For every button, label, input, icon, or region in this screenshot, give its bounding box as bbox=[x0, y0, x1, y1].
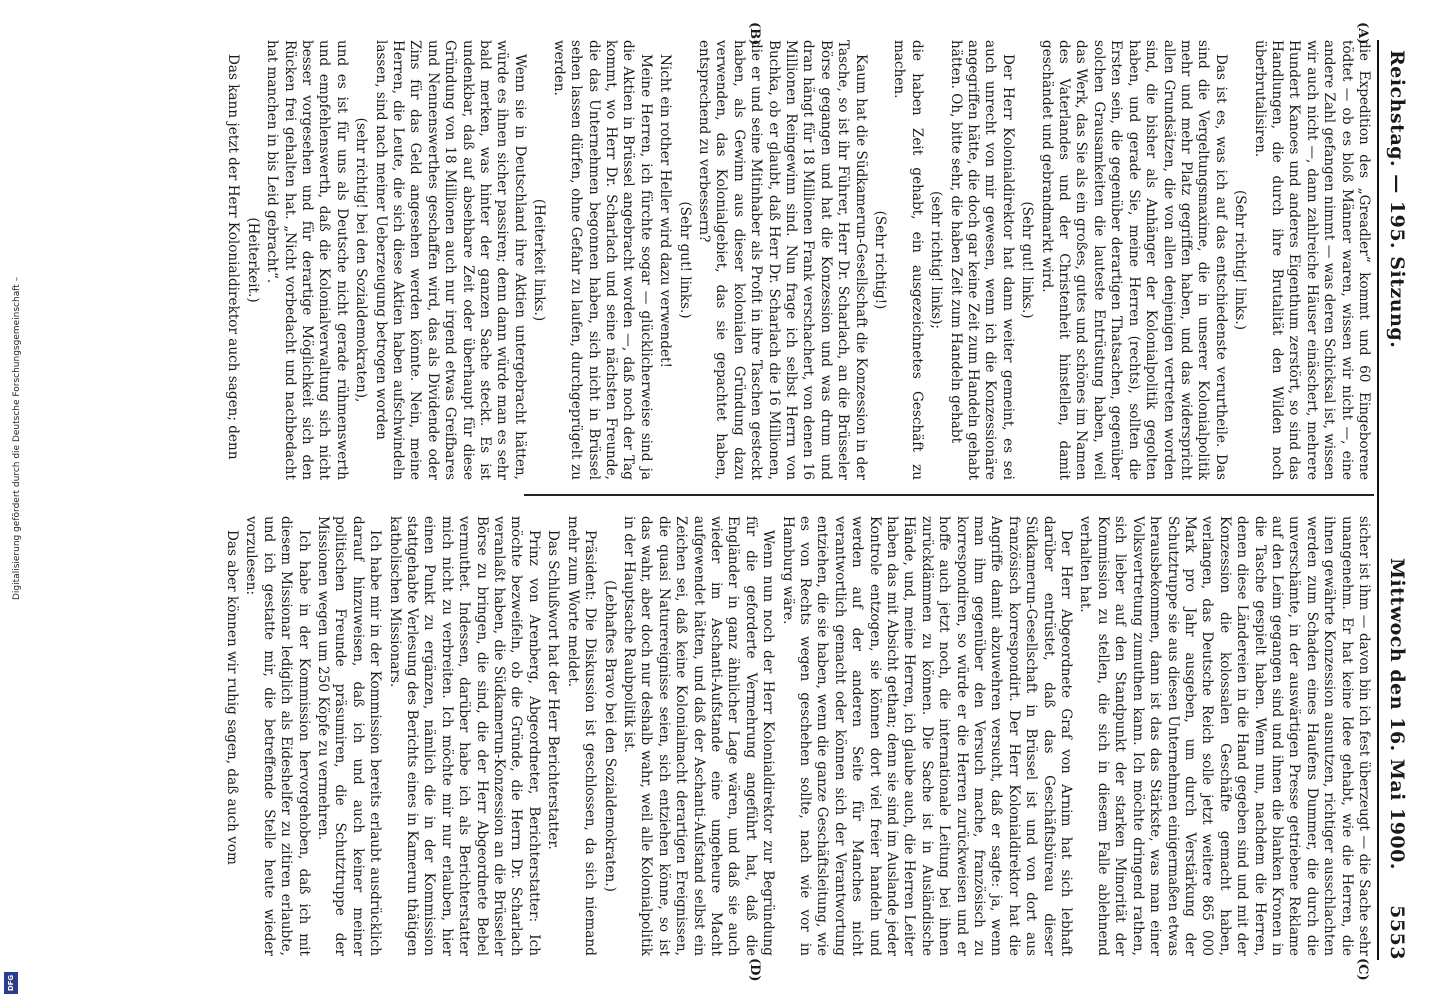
paragraph: Das aber können wir ruhig sagen, daß auch vom bbox=[224, 530, 240, 865]
interjection: (Lebhaftes Bravo bei den Sozialdemokraten.) bbox=[601, 580, 618, 892]
paragraph: Nicht ein rother Heller wird dazu verwendet! bbox=[657, 54, 674, 368]
paragraph: Meine Herren, ich fürchte sogar — glücklicherweise sind ja die Aktien in Brüssel angebracht worden —, daß noch der Tag kommt, wo Herr Dr. Scharlach und seine nächsten Freunde, die das Unternehmen begonnen haben, sich nicht in Brüssel sehen lassen dürfen, ohne Gefahr zu laufen, durchgeprügelt zu werden. bbox=[550, 40, 654, 480]
interjection: (Heiterkeit.) bbox=[244, 217, 261, 303]
paragraph: Präsident: Die Diskussion ist geschlossen, da sich niemand mehr zum Worte meldet. bbox=[564, 516, 599, 956]
header-right: Mittwoch den 16. Mai 1900. bbox=[1386, 558, 1408, 870]
column-divider bbox=[524, 494, 1374, 496]
paragraph: und es ist für uns als Deutsche nicht gerade rühmenswerth und empfehlenswerth, daß die Kolonialverwaltung sich nicht besser vorgesehen und für derartige Möglichkeit sich den Rücken frei gehalten hat. „Nicht vorbedacht und nachbedacht hat manchen in bis Leid gebracht“. bbox=[264, 40, 350, 480]
paragraph: Prinz von Arenberg, Abgeordneter, Berichterstatter: Ich möchte bezweifeln, ob die Gründe, die Herrn Dr. Scharlach veranlaßt haben, die Südkamerun-Konzession an die Brüsseler Börse zu bringen, die sind, die der Herr Abgeordnete Bebel vermuthet. Indessen, darüber habe ich als Berichterstatter mich nicht zu verbreiten. Ich möchte mir nur erlauben, hier einen Punkt zu ergänzen, nämlich die in der Kommission stattgehabte Verlesung des Berichts eines in Kamerun thätigen katholischen Missionars. bbox=[386, 516, 542, 956]
paragraph: Das ist es, was ich auf das entschiedenste verurtheile. Das sind die Vergeltungsmaxime, die in unserer Kolonialpolitik mehr und mehr Platz gegriffen haben, und das widerspricht allen Grundsätzen, die von allen denjenigen vertreten worden sind, die bisher als Anhänger der Kolonialpolitik gegolten haben, und gerade Sie, meine Herren (rechts), sollten die Ersten sein, die gegenüber derartigen Thatsachen, gegenüber solchen Grausamkeiten die lauteste Entrüstung haben, weil das Werk, das Sie als ein großes, gutes und schönes im Namen des Vaterlandes und der Christenheit hinstellen, damit geschändet und gebrandmarkt wird. bbox=[1038, 40, 1229, 480]
digitization-credit bbox=[2, 276, 22, 1000]
paragraph: Wenn nun noch der Herr Kolonialdirektor zur Begründung für die geforderte Vermehrung angeführt hat, daß die Engländer in ganz ähnlicher Lage wären, und daß sie auch wieder im Aschanti-Aufstande eine ungeheure Macht aufgewendet hätten, und daß der Aschanti-Aufstand selbst ein Zeichen sei, daß keine Kolonialmacht derartigen Ereignissen, die quasi Naturereignisse seien, sich entziehen könne, so ist das wahr, aber doch nur deshalb wahr, weil alle Kolonialpolitik in der Hauptsache Raubpolitik ist. bbox=[620, 516, 777, 956]
interjection: (Sehr richtig!) bbox=[872, 210, 889, 310]
paragraph: Das kann jetzt der Herr Kolonialdirektor auch sagen; denn bbox=[225, 54, 242, 460]
credit-text: Digitalisierung gefördert durch die Deutsche Forschungsgemeinschaft – bbox=[12, 276, 22, 600]
header-rule bbox=[1377, 40, 1379, 960]
paragraph: Ich habe in der Kommission hervorgehoben, daß ich mit diesem Missionar lediglich als Eideshelfer zu zitiren erlaubte, und ich gestatte mir, die betreffende Stelle heute wieder vorzulesen: bbox=[243, 516, 312, 956]
paragraph: sicher ist ihm — davon bin ich fest überzeugt — die Sache sehr unangenehm. Er hat keine Idee gehabt, wie die Herren, die ihnen gewährte Konzession ausnutzen, richtiger ausschlachten werden zum Schaden eines Haufens Dummer, die durch die unverschämte, in der auswärtigen Presse getriebene Reklame auf den Leim gegangen sind und ihnen die blanken Kronen in die Tasche gespielt haben. Wenn nun, nachdem die Herren, denen diese Ländereien in die Hand gegeben sind und mit der Konzession die kolossalen Geschäfte gemacht haben, verlangen, das Deutsche Reich solle jetzt weitere 865 000 Mark pro Jahr ausgeben, um durch Verstärkung der Schutztruppe sie aus diesen Unternehmen einigermaßen etwas herausbekommen, dann ist das das Stärkste, was man einer Volksvertretung zumuthen kann. Ich möchte dringend rathen, sich lieber auf den Standpunkt der starken Minorität der Kommission zu stellen, die sich in diesem Falle ablehnend verhalten hat. bbox=[1077, 516, 1372, 956]
interjection: (Heiterkeit links.) bbox=[531, 198, 548, 322]
paragraph: Wenn sie in Deutschland ihre Aktien untergebracht hätten, würde es ihnen sicher passiren; denn dann würde man es sehr bald merken, was hinter der ganzen Sache steckt. Es ist undenkbar, daß auf absehbare Zeit oder überhaupt für diese Gründung von 18 Millionen auch nur irgend etwas Greifbares und Nennenswerthes geschaffen wird, das als Dividende oder Zins für das Geld angesehen werden könnte. Nein, meine Herren, die Leute, die sich diese Aktien haben aufschwindeln lassen, sind nach meiner Ueberzeugung betrogen worden bbox=[372, 40, 528, 480]
logo-text: DFG bbox=[7, 974, 15, 992]
margin-marker-b: (B) bbox=[747, 22, 762, 46]
interjection: (Sehr richtig! links.) bbox=[1232, 189, 1249, 331]
paragraph: Kaum hat die Südkamerun-Gesellschaft die Konzession in der Tasche, so ist ihr Führer, Herr Dr. Scharlach, an die Brüsseler Börse gegangen und hat die Konzession und was drum und dran hängt für 18 Millionen Frank verschachert, von denen 16 Millionen Reingewinn sind. Nun frage ich selbst Herrn von Buchka, ob er glaubt, daß Herr Dr. Scharlach die 16 Millionen, die er und seine Mitinhaber als Profit in ihre Taschen gesteckt haben, als Gewinn aus dieser kolonialen Gründung dazu verwenden, das Kolonialgebiet, das sie gepachtet haben, entsprechend zu verbessern? bbox=[695, 40, 869, 480]
margin-marker-c: (C) bbox=[1355, 958, 1370, 981]
dfg-logo bbox=[4, 972, 18, 994]
margin-marker-d: (D) bbox=[747, 958, 762, 982]
paragraph: Ich habe mir in der Kommission bereits erlaubt ausdrücklich darauf hinzuweisen, daß ich und auch keiner meiner politischen Freunde präsumiren, die Schutztruppe der Missionen wegen um 250 Köpfe zu vermehren. bbox=[315, 516, 384, 956]
page-number: 5553 bbox=[1386, 905, 1408, 960]
paragraph: Das Schlußwort hat der Herr Berichterstatter. bbox=[545, 530, 562, 850]
paragraph: die haben Zeit gehabt, ein ausgezeichnetes Geschäft zu machen. bbox=[891, 40, 925, 480]
interjection: (sehr richtig! links); bbox=[928, 191, 945, 329]
running-header bbox=[1382, 40, 1412, 960]
header-left: Reichstag. — 195. Sitzung. bbox=[1386, 50, 1408, 349]
interjection: (Sehr gut! links.) bbox=[676, 201, 693, 319]
right-column bbox=[224, 516, 1372, 956]
interjection: (Sehr gut! links.) bbox=[1019, 201, 1036, 319]
interjection: (sehr richtig! bei den Sozialdemokraten), bbox=[353, 117, 370, 403]
paragraph: die Expedition des „Greadler“ kommt und 60 Eingeborene tödtet — ob es bloß Männer waren, wissen wir nicht —, eine andere Zahl gefangen nimmt — was deren Schicksal ist, wissen wir auch nicht —, dann zahlreiche Häuser einäschert, mehrere Hundert Kanoes und anderes Eigenthum zerstört, so sind das Handlungen, die durch ihre Brutalität den Wilden noch überbrutalisiren. bbox=[1251, 40, 1372, 480]
left-column bbox=[225, 40, 1372, 480]
margin-marker-a: (A) bbox=[1355, 22, 1370, 45]
paragraph: Der Herr Kolonialdirektor hat dann weiter gemeint, es sei auch unrecht von mir gewesen, wenn ich die Konzessionäre angegriffen hätte, die doch gar keine Zeit zum Handeln gehabt hätten. Oh, bitte sehr, die haben Zeit zum Handeln gehabt bbox=[947, 40, 1016, 480]
paragraph: Der Herr Abgeordnete Graf von Arnim hat sich lebhaft darüber entrüstet, daß das Geschäftsbüreau dieser Südkamerun-Gesellschaft in Brüssel ist und von dort aus französisch korrespondirt. Der Herr Kolonialdirektor hat die Angriffe damit abzuwehren versucht, daß er sagte: ja, wenn man ihm gegenüber den Versuch mache, französisch zu korrespondiren, so würde er die Herren zurückweisen und er hoffe auch jetzt noch, die internationale Leitung bei ihnen zurückdämmen zu können. Die Sache ist in Ausländische Hände, und, meine Herren, ich glaube auch, die Herren Leiter haben das mit Absicht gethan; denn sie sind im Auslande jeder Kontrole entzogen, sie können dort viel freier handeln und werden auf der anderen Seite für Manches nicht verantwortlich gemacht oder können sich der Verantwortung entziehen, die sie haben, wenn die ganze Geschäftsleitung, wie es von Rechts wegen geschehen sollte, nach wie vor in Hamburg wäre. bbox=[779, 516, 1075, 956]
